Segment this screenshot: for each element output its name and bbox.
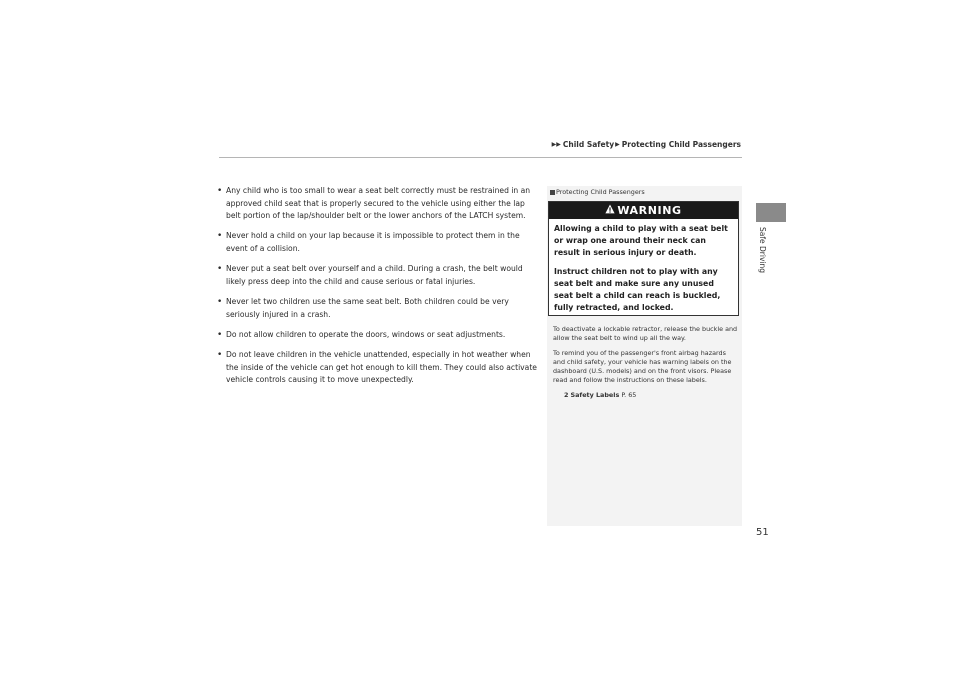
- warning-paragraph: Instruct children not to play with any seat belt and make sure any unused seat belt a child can reach is buckled, fully retracted, and locked.: [554, 266, 721, 313]
- bullet-text: Never hold a child on your lap because it is impossible to protect them in the event of a collision.: [226, 231, 520, 253]
- bullet-icon: •: [217, 264, 223, 275]
- bullet-text: Never let two children use the same seat belt. Both children could be very seriously injured in a crash.: [226, 296, 509, 319]
- bullet-icon: •: [217, 186, 223, 196]
- bullet-text: Never put a seat belt over yourself and a child. During a crash, the belt would likely press deep into the child and cause serious or fatal injuries.: [226, 264, 523, 286]
- cross-reference-label: Safety Labels: [570, 390, 620, 399]
- list-item: [217, 263, 539, 288]
- page-number: 51: [756, 527, 769, 538]
- bullet-icon: •: [217, 296, 223, 307]
- cross-reference-link[interactable]: [564, 391, 739, 400]
- sidebar-notes-body: [553, 325, 739, 400]
- bullet-icon: •: [217, 329, 223, 340]
- header-divider: [219, 157, 742, 158]
- bullet-list: [217, 185, 539, 394]
- warning-heading: WARNING: [617, 204, 682, 217]
- list-item: [217, 230, 539, 255]
- warning-box: [548, 201, 739, 316]
- bullet-text: Do not allow children to operate the doors, windows or seat adjustments.: [226, 329, 506, 339]
- bullet-icon: •: [217, 349, 223, 360]
- warning-alert-icon: [605, 204, 615, 217]
- warning-paragraph: Allowing a child to play with a seat belt or wrap one around their neck can result in serious injury or death.: [554, 224, 728, 258]
- breadcrumb-page: Protecting Child Passengers: [621, 140, 741, 149]
- breadcrumb-separator-icon: ▶: [615, 141, 620, 148]
- reference-marker-icon: [550, 190, 555, 195]
- sidebar-title: [550, 188, 645, 196]
- list-item: [217, 329, 539, 342]
- breadcrumb: [552, 140, 741, 149]
- list-item: [217, 185, 539, 223]
- sidebar-title-text: Protecting Child Passengers: [556, 188, 645, 196]
- cross-reference-page: P. 65: [621, 390, 637, 399]
- note-paragraph: To remind you of the passenger's front airbag hazards and child safety, your vehicle has warning labels on the dashboard (U.S. models) and on the front visors. Please read and follow the instructions on these labels.: [553, 348, 732, 385]
- list-item: [217, 296, 539, 321]
- bullet-text: Any child who is too small to wear a seat belt correctly must be restrained in an approved child seat that is properly secured to the vehicle using either the lap belt portion of the lap/shoulder belt or the lower anchors of the LATCH system.: [226, 186, 531, 221]
- section-tab-text: Safe Driving: [758, 227, 767, 273]
- sidebar-notes: [547, 186, 742, 526]
- cross-reference-arrow-icon: 2: [564, 390, 569, 399]
- warning-header: [549, 202, 738, 219]
- note-paragraph: To deactivate a lockable retractor, release the buckle and allow the seat belt to wind up all the way.: [553, 325, 738, 343]
- breadcrumb-section[interactable]: Child Safety: [562, 140, 615, 149]
- warning-body: [549, 219, 738, 314]
- section-tab-label: [757, 227, 768, 272]
- bullet-text: Do not leave children in the vehicle unattended, especially in hot weather when the inside of the vehicle can get hot enough to kill them. They could also activate vehicle controls causing it to move unexpectedly.: [226, 349, 537, 385]
- breadcrumb-arrow-icon: ▶▶: [551, 141, 561, 148]
- section-tab-marker: [756, 203, 786, 222]
- bullet-icon: •: [217, 231, 223, 242]
- list-item: [217, 349, 539, 387]
